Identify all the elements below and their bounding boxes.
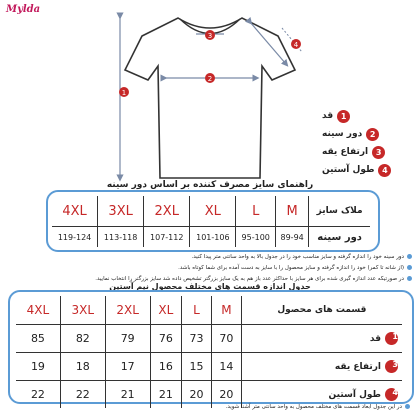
value-cell: 89-94 [276,226,309,247]
table-header-row [16,296,402,324]
value-cell: 20 [182,380,212,408]
badge-2: 2 [366,128,379,141]
value-cell: 20 [212,380,242,408]
bullet-icon [407,276,412,281]
size-cell: 4XL [52,196,98,226]
value-cell: 95-100 [236,226,276,247]
instructions [20,252,412,285]
value-cell: 70 [212,324,242,352]
badge-4: 4 [385,388,398,401]
svg-text:3: 3 [207,32,213,40]
tshirt-diagram [110,8,310,186]
value-cell: 119-124 [52,226,98,247]
value-cell: 15 [182,352,212,380]
svg-text:4: 4 [293,41,299,49]
footnote: در این جدول ابعاد قسمت های مختلف محصول به واحد سانتی متر آشنا شوید. [0,404,410,410]
note-line: (از شانه تا کمر) خود را اندازه گرفته و سایز محصول را با سایز به دست آمده برای شما کوتاه باشد. [20,263,412,274]
bullet-icon [405,404,410,409]
table-row [52,226,370,247]
legend-item-sleeve [322,162,391,178]
value-cell: 85 [16,324,61,352]
size-cell: 3XL [98,196,144,226]
note-line: دور سینه خود را اندازه گرفته و سایز مناسب خود را در جدول بالا به واحد سانتی متر پیدا کنید. [20,252,412,263]
legend-label: طول آستین [322,165,375,175]
legend-item-height [322,108,350,124]
value-cell: 79 [106,324,151,352]
table1-title: راهنمای سایز مصرف کننده بر اساس دور سینه [106,180,314,190]
value-cell: 22 [61,380,106,408]
bullet-icon [407,265,412,270]
size-cell: 2XL [144,196,190,226]
value-cell: 73 [182,324,212,352]
table-row [16,352,402,380]
row-label: 4 طول آستین [242,380,402,408]
value-cell: 19 [16,352,61,380]
value-cell: 21 [151,380,182,408]
value-cell: 17 [106,352,151,380]
tshirt-outline [125,18,295,178]
svg-text:2: 2 [207,75,213,83]
size-cell: 2XL [106,296,151,324]
badge-3: 3 [385,360,398,373]
bullet-icon [407,254,412,259]
value-cell: 101-106 [190,226,236,247]
badge-4: 4 [378,164,391,177]
legend-label: دور سینه [322,129,363,139]
value-cell: 113-118 [98,226,144,247]
size-cell: 3XL [61,296,106,324]
size-cell: L [236,196,276,226]
value-cell: 76 [151,324,182,352]
svg-text:1: 1 [121,89,127,97]
table-header-row [52,196,370,226]
product-measurements-table [16,296,402,408]
size-cell: 4XL [16,296,61,324]
badge-3: 3 [372,146,385,159]
row-label: 3 ارتفاع یقه [242,352,402,380]
size-cell: M [276,196,309,226]
row-label: دور سینه [309,226,370,247]
value-cell: 22 [16,380,61,408]
legend-label: ارتفاع یقه [322,147,369,157]
header-label: ملاک سایز [316,206,363,216]
value-cell: 18 [61,352,106,380]
legend-item-chest [322,126,379,142]
header-label: قسمت های محصول [277,305,367,315]
note-line: در صورتیکه عدد اندازه گیری شده برای هر سایز با حداکثر عدد باز هم به یک سایز بزرگتر تشخیص داده شد سایز بزرگتر را انتخاب نمایید. [20,274,412,285]
size-cell: XL [151,296,182,324]
value-cell: 82 [61,324,106,352]
table-row [16,324,402,352]
legend-item-collar [322,144,385,160]
badge-1: 1 [385,332,398,345]
size-guide-table [52,196,370,247]
badge-1: 1 [337,110,350,123]
value-cell: 107-112 [144,226,190,247]
value-cell: 21 [106,380,151,408]
table2-title: جدول اندازه قسمت های مختلف محصول نیم آستین [109,282,311,291]
size-cell: L [182,296,212,324]
value-cell: 14 [212,352,242,380]
brand-logo: Mylda [6,4,41,15]
legend-label: قد [322,111,334,121]
value-cell: 16 [151,352,182,380]
row-label: 1 قد [242,324,402,352]
size-cell: XL [190,196,236,226]
size-cell: M [212,296,242,324]
